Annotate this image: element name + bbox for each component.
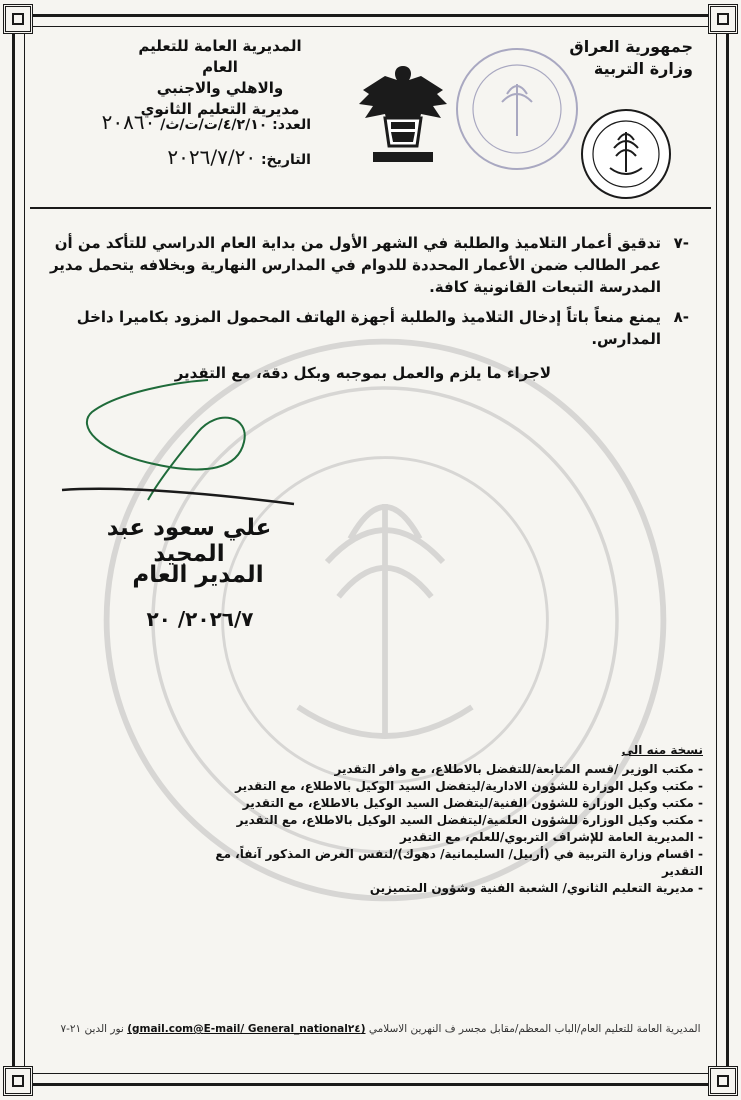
directorate-line-1: المديرية العامة للتعليم العام (138, 37, 302, 76)
footer-email: (E-mail/ General_national٢٤@gmail.com) (127, 1023, 366, 1035)
item-number: -٧ (673, 234, 689, 252)
item-text: يمنع منعاً باتاً إدخال التلاميذ والطلبة أجهزة الهاتف المحمول المزود بكاميرا داخل المدارس. (76, 308, 661, 348)
reference-number (21, 110, 311, 134)
copy-line: - مكتب وكيل الوزارة للشؤون العلمية/ليتفضل السيد الوكيل بالاطلاع، مع التقدير (236, 813, 703, 827)
item-7 (49, 232, 689, 298)
footer (60, 1023, 701, 1035)
signatory-name: علي سعود عبد المجيد (106, 515, 272, 567)
border-corner-ornament (3, 4, 33, 34)
header-ministry: وزارة التربية (593, 59, 693, 78)
header-divider (30, 207, 711, 209)
copy-line: - مكتب الوزير /قسم المتابعة/للتفضل بالاطلاع، مع وافر التقدير (334, 762, 703, 776)
border-corner-ornament (708, 4, 738, 34)
copy-line: - اقسام وزارة التربية في (أربيل/ السليمانية/ دهوك)/لنفس الغرض المذكور آنفاً، مع التقدير (215, 847, 703, 878)
directorate-line-3: مديرية التعليم الثانوي (140, 100, 300, 118)
copy-line: - مديرية التعليم الثانوي/ الشعبة الفنية وشؤون المتميزين (369, 881, 703, 895)
footer-code: نور الدين ٢١-٧ (60, 1023, 124, 1035)
header-country: جمهورية العراق (569, 37, 693, 56)
reference-number-label: العدد: ٤/٢/١٠/ت/ت/ث/ (160, 117, 311, 133)
header-directorate (120, 36, 320, 120)
stamp-seal-icon (452, 44, 582, 174)
border-corner-ornament (3, 1066, 33, 1096)
directorate-line-2: والاهلي والاجنبي (156, 79, 284, 97)
item-text: تدقيق أعمار التلاميذ والطلبة في الشهر الأول من بداية العام الدراسي للتأكد من أن عمر الطالب ضمن الأعمار المحددة للدوام في المدارس النهارية وبخلافه يتحمل مدير المدرسة التبعات القانونية كافة. (49, 234, 661, 296)
reference-number-value: ٢٠٨٦٠ (101, 110, 156, 134)
copy-line: - مكتب وكيل الوزارة للشؤون الفنية/ليتفضل السيد الوكيل بالاطلاع، مع التقدير (242, 796, 703, 810)
reference-date (21, 145, 311, 169)
item-number: -٨ (673, 308, 689, 326)
copies-list (183, 742, 703, 897)
ministry-seal-icon (580, 108, 672, 200)
border-corner-ornament (708, 1066, 738, 1096)
reference-date-value: ٢٠٢٦/٧/٢٠ (167, 145, 257, 169)
closing-line: لاجراء ما يلزم والعمل بموجبه وبكل دقة، مع التقدير (174, 364, 551, 382)
reference-date-label: التاريخ: (260, 152, 311, 168)
eagle-emblem-icon (355, 60, 451, 170)
copies-title: نسخة منه الى (621, 743, 703, 757)
footer-address: المديرية العامة للتعليم العام/الباب المعظم/مقابل مجسر ف النهرين الاسلامي (368, 1023, 701, 1035)
signature-date: ٢٠٢٦/٧/ ٢٠ (146, 607, 254, 631)
copy-line: - مكتب وكيل الوزارة للشؤون الادارية/ليتفضل السيد الوكيل بالاطلاع، مع التقدير (235, 779, 703, 793)
signatory-title: المدير العام (132, 562, 264, 588)
item-8 (49, 306, 689, 350)
handwritten-signature (58, 372, 298, 512)
copy-line: - المديرية العامة للإشراف التربوي/للعلم، مع التقدير (399, 830, 703, 844)
